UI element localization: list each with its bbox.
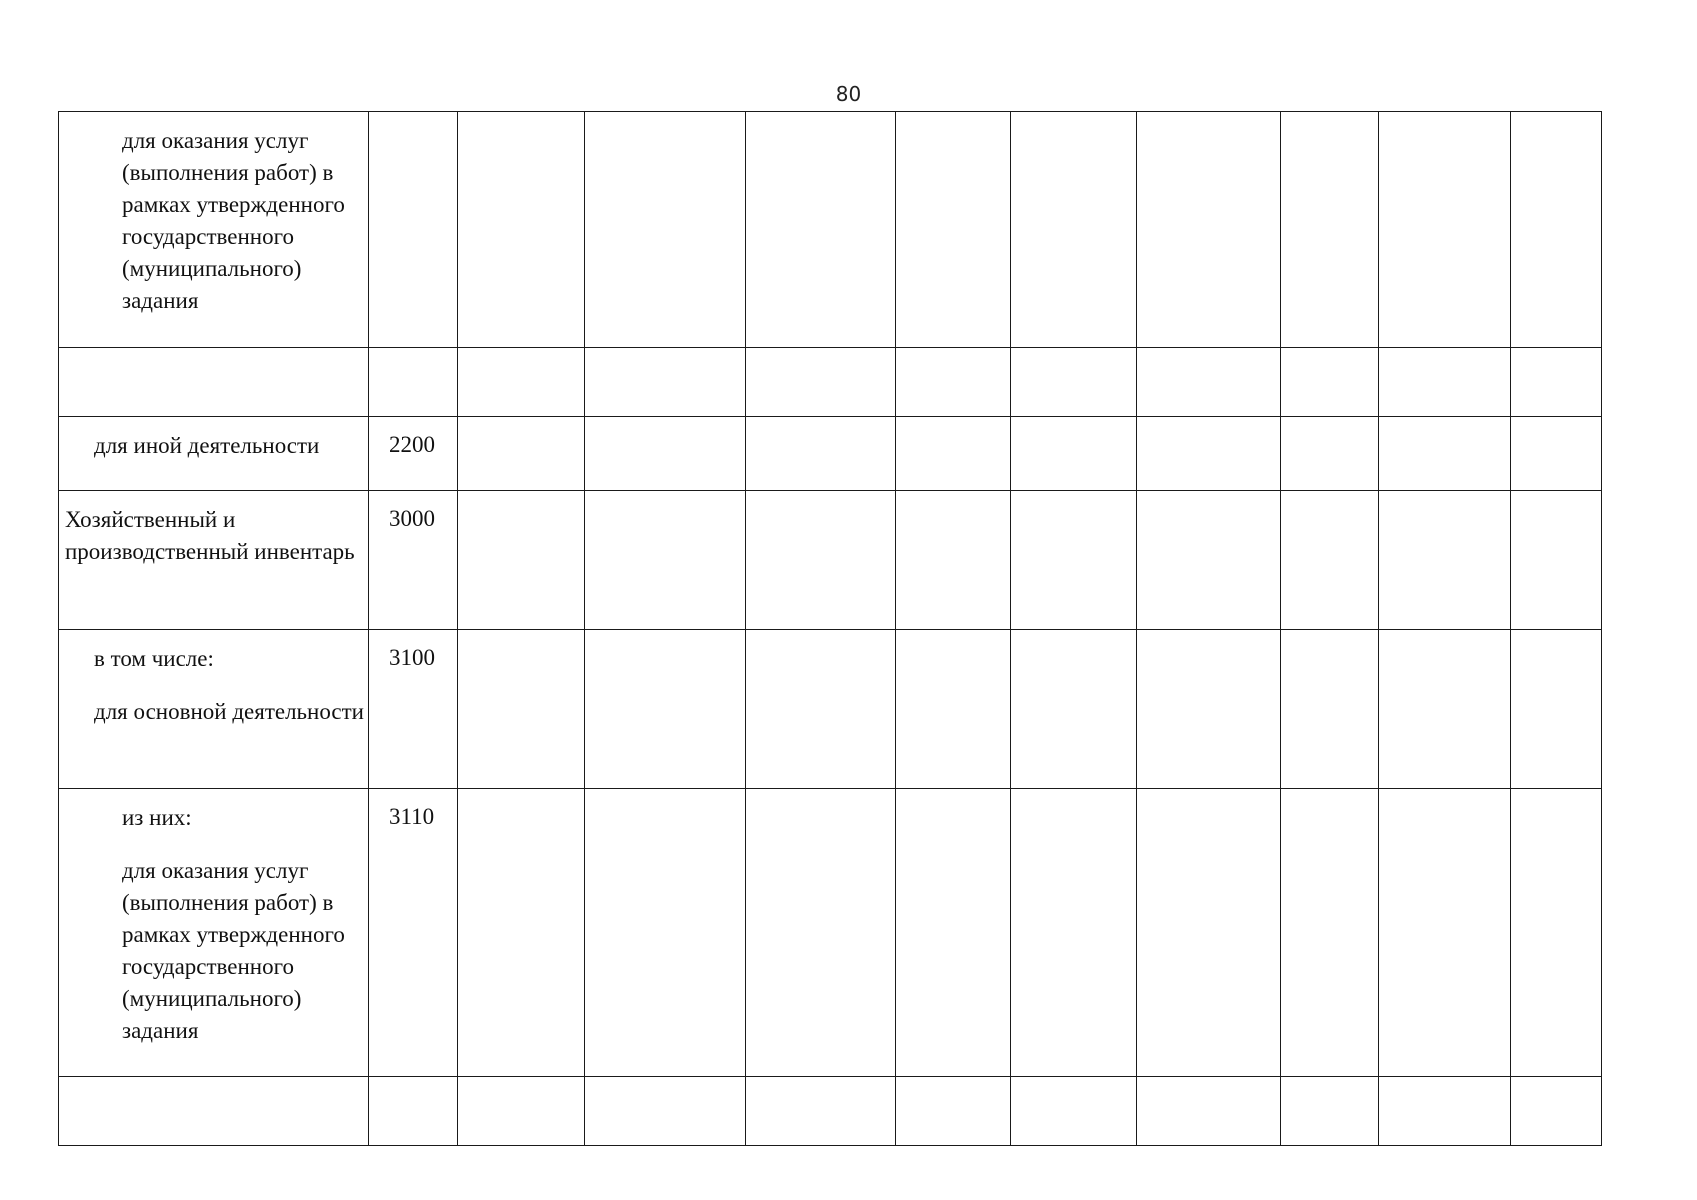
value-cell [1011, 630, 1137, 789]
value-cell [1137, 630, 1281, 789]
row-code-cell: 3100 [369, 630, 458, 789]
value-cell [1137, 417, 1281, 491]
value-cell [1137, 348, 1281, 417]
value-cell [1511, 1077, 1602, 1146]
value-cell [1281, 789, 1379, 1077]
row-name-cell [59, 789, 369, 1077]
value-cell [458, 789, 585, 1077]
value-cell [1379, 630, 1511, 789]
row-code-cell: 3000 [369, 491, 458, 630]
value-cell [1011, 348, 1137, 417]
value-cell [458, 491, 585, 630]
row-name-cell [59, 630, 369, 789]
value-cell [746, 417, 896, 491]
row-name-text: из них: [122, 805, 192, 830]
row-code-cell [369, 1077, 458, 1146]
table-row [59, 1077, 1602, 1146]
value-cell [458, 348, 585, 417]
value-cell [585, 348, 746, 417]
value-cell [458, 1077, 585, 1146]
row-name-cell [59, 112, 369, 348]
value-cell [1511, 112, 1602, 348]
value-cell [585, 491, 746, 630]
row-code-cell [369, 348, 458, 417]
value-cell [1011, 1077, 1137, 1146]
value-cell [1137, 789, 1281, 1077]
row-name-cell [59, 1077, 369, 1146]
value-cell [746, 491, 896, 630]
value-cell [896, 112, 1011, 348]
value-cell [1511, 348, 1602, 417]
value-cell [458, 112, 585, 348]
value-cell [585, 789, 746, 1077]
row-code-cell: 3110 [369, 789, 458, 1077]
value-cell [896, 417, 1011, 491]
table-row [59, 348, 1602, 417]
value-cell [1011, 491, 1137, 630]
value-cell [1281, 348, 1379, 417]
table-row [59, 112, 1602, 348]
value-cell [1011, 789, 1137, 1077]
value-cell [1379, 491, 1511, 630]
value-cell [1379, 348, 1511, 417]
table-row [59, 491, 1602, 630]
row-code-cell [369, 112, 458, 348]
page-number: 80 [835, 82, 862, 106]
value-cell [896, 491, 1011, 630]
value-cell [1281, 491, 1379, 630]
value-cell [458, 417, 585, 491]
value-cell [1137, 1077, 1281, 1146]
value-cell [746, 348, 896, 417]
value-cell [896, 789, 1011, 1077]
value-cell [746, 789, 896, 1077]
value-cell [458, 630, 585, 789]
row-name-text: для иной деятельности [94, 433, 320, 458]
value-cell [585, 417, 746, 491]
value-cell [1379, 789, 1511, 1077]
row-code-cell: 2200 [369, 417, 458, 491]
value-cell [896, 1077, 1011, 1146]
value-cell [1281, 417, 1379, 491]
row-name-text: Хозяйственный и производственный инвентарь [65, 507, 355, 564]
row-name-cell [59, 491, 369, 630]
value-cell [585, 112, 746, 348]
table-row [59, 789, 1602, 1077]
table-row [59, 417, 1602, 491]
value-cell [585, 630, 746, 789]
value-cell [1379, 417, 1511, 491]
value-cell [1137, 491, 1281, 630]
value-cell [1281, 1077, 1379, 1146]
value-cell [1511, 630, 1602, 789]
table-row [59, 630, 1602, 789]
value-cell [1379, 112, 1511, 348]
value-cell [896, 630, 1011, 789]
value-cell [585, 1077, 746, 1146]
value-cell [1511, 417, 1602, 491]
row-name-text: в том числе: [94, 646, 214, 671]
row-name-text: для оказания услуг (выполнения работ) в рамках утвержденного государственного (муниципального) задания [122, 858, 345, 1043]
value-cell [1011, 112, 1137, 348]
row-name-text: для оказания услуг (выполнения работ) в рамках утвержденного государственного (муниципального) задания [122, 128, 345, 313]
value-cell [1281, 630, 1379, 789]
row-name-cell [59, 417, 369, 491]
value-cell [1011, 417, 1137, 491]
value-cell [746, 112, 896, 348]
value-cell [1137, 112, 1281, 348]
value-cell [896, 348, 1011, 417]
row-name-text: для основной деятельности [94, 699, 364, 724]
row-name-cell [59, 348, 369, 417]
value-cell [746, 630, 896, 789]
value-cell [1511, 789, 1602, 1077]
data-table [58, 111, 1602, 1146]
value-cell [1379, 1077, 1511, 1146]
value-cell [1511, 491, 1602, 630]
value-cell [1281, 112, 1379, 348]
value-cell [746, 1077, 896, 1146]
